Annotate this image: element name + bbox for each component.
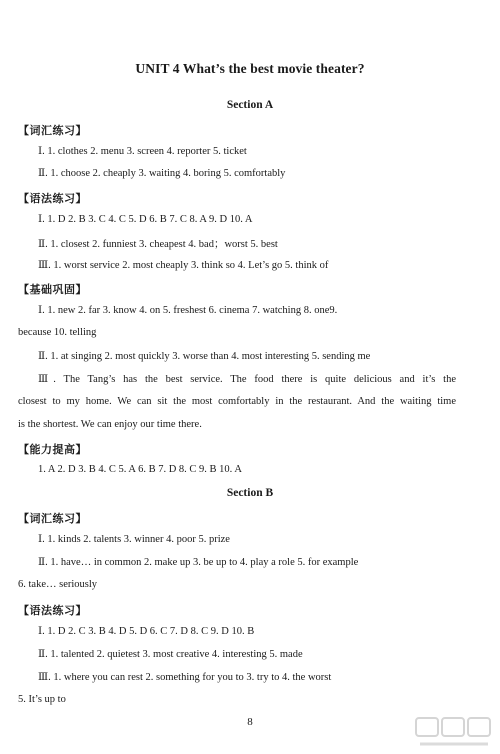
section-a-vocab-label: 【词汇练习】 (18, 124, 87, 137)
answer-line: Ⅰ. 1. new 2. far 3. know 4. on 5. freshest 6. cinema 7. watching 8. one9. (38, 305, 338, 316)
answer-paragraph-line: Ⅲ. The Tang’s has the best service. The food there is quite delicious and it’s the (38, 374, 456, 385)
answer-line: Ⅲ. 1. worst service 2. most cheaply 3. think so 4. Let’s go 5. think of (38, 260, 329, 271)
section-a-grammar-label: 【语法练习】 (18, 192, 87, 205)
section-b-vocab-label: 【词汇练习】 (18, 512, 87, 525)
answer-line: Ⅱ. 1. at singing 2. most quickly 3. worse than 4. most interesting 5. sending me (38, 351, 371, 362)
answer-paragraph-line: is the shortest. We can enjoy our time there. (18, 419, 202, 430)
section-b-heading: Section B (226, 487, 274, 499)
answer-line: because 10. telling (18, 327, 97, 338)
answer-line: 6. take… seriously (18, 579, 98, 590)
answer-line: Ⅱ. 1. talented 2. quietest 3. most creative 4. interesting 5. made (38, 649, 303, 660)
section-b-grammar-label: 【语法练习】 (18, 604, 87, 617)
answer-line: 1. A 2. D 3. B 4. C 5. A 6. B 7. D 8. C 9. B 10. A (38, 464, 242, 475)
unit-title: UNIT 4 What’s the best movie theater? (135, 61, 365, 76)
answer-line: Ⅱ. 1. choose 2. cheaply 3. waiting 4. boring 5. comfortably (38, 168, 286, 179)
section-a-heading: Section A (226, 99, 274, 111)
answer-line: 5. It’s up to (18, 694, 66, 705)
answer-line: Ⅰ. 1. D 2. C 3. B 4. D 5. D 6. C 7. D 8. C 9. D 10. B (38, 626, 255, 637)
answer-line: Ⅱ. 1. closest 2. funniest 3. cheapest 4. bad；worst 5. best (38, 239, 278, 250)
section-a-basics-label: 【基础巩固】 (18, 283, 87, 296)
answer-line: Ⅱ. 1. have… in common 2. make up 3. be up to 4. play a role 5. for example (38, 557, 359, 568)
answer-paragraph-line: closest to my home. We can sit the most comfortably in the restaurant. And the waiting time (18, 396, 456, 407)
answer-line: Ⅰ. 1. kinds 2. talents 3. winner 4. poor 5. prize (38, 534, 230, 545)
page-number: 8 (247, 716, 253, 728)
section-a-advanced-label: 【能力提高】 (18, 443, 87, 456)
watermark-logo-icon (414, 714, 494, 750)
answer-line: Ⅲ. 1. where you can rest 2. something for you to 3. try to 4. the worst (38, 672, 332, 683)
answer-line: Ⅰ. 1. clothes 2. menu 3. screen 4. reporter 5. ticket (38, 146, 247, 157)
answer-line: Ⅰ. 1. D 2. B 3. C 4. C 5. D 6. B 7. C 8. A 9. D 10. A (38, 214, 253, 225)
